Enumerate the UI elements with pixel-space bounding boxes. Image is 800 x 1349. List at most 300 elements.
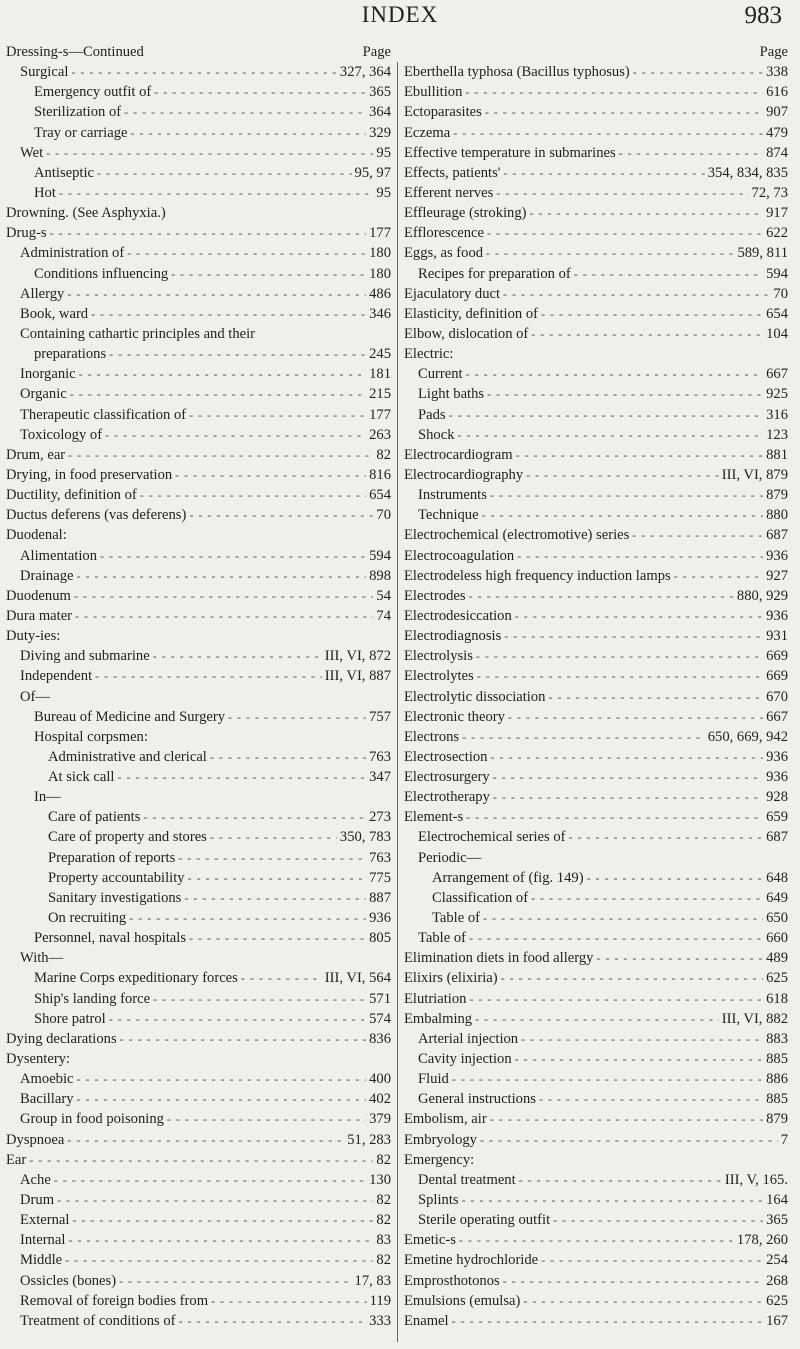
leader-dots [517, 546, 763, 566]
leader-dots [109, 344, 366, 364]
leader-dots [483, 908, 763, 928]
entry-page-ref: 879 [766, 487, 788, 504]
entry-page-ref: 70 [376, 507, 391, 524]
leader-dots [482, 505, 764, 525]
entry-page-ref: 82 [376, 446, 391, 463]
index-entry [6, 646, 391, 666]
leader-dots [100, 546, 366, 566]
index-entry [6, 364, 391, 384]
entry-term: Electrocoagulation [404, 547, 515, 564]
leader-dots [490, 1109, 763, 1129]
index-entry [404, 868, 788, 888]
entry-page-ref: 763 [369, 849, 391, 866]
entry-term: Diving and submarine [20, 648, 150, 665]
entry-page-ref: 618 [766, 990, 788, 1007]
entry-page-ref: 931 [766, 628, 788, 645]
index-entry [6, 1049, 391, 1069]
index-entry [6, 888, 391, 908]
entry-term: Elbow, dislocation of [404, 325, 529, 342]
index-entry [6, 82, 391, 102]
entry-page-ref: 879 [766, 1111, 788, 1128]
leader-dots [140, 485, 366, 505]
leader-dots [189, 505, 373, 525]
entry-page-ref: 130 [369, 1171, 391, 1188]
index-entry [404, 1029, 788, 1049]
index-entry [6, 747, 391, 767]
leader-dots [153, 646, 322, 666]
entry-term: In— [34, 789, 61, 806]
leader-dots [29, 1150, 373, 1170]
entry-term: preparations [34, 346, 107, 363]
entry-term: On recruiting [48, 910, 127, 927]
entry-term: Embryology [404, 1131, 477, 1148]
entry-term: Allergy [20, 285, 65, 302]
leader-dots [74, 586, 374, 606]
entry-page-ref: 667 [766, 366, 788, 383]
leader-dots [503, 284, 770, 304]
index-entry [404, 1170, 788, 1190]
leader-dots [452, 1069, 763, 1089]
index-entry [404, 666, 788, 686]
index-entry [404, 767, 788, 787]
entry-term: Dressing-s—Continued [6, 44, 144, 60]
entry-term: Eggs, as food [404, 245, 484, 262]
entry-page-ref: 880, 929 [736, 587, 788, 604]
index-column-right [404, 42, 788, 1342]
entry-term: Inorganic [20, 366, 76, 383]
entry-term: Group in food poisoning [20, 1111, 164, 1128]
leader-dots [596, 948, 763, 968]
entry-term: Efflorescence [404, 225, 484, 242]
entry-term: Element-s [404, 809, 464, 826]
index-entry [404, 284, 788, 304]
leader-dots [68, 1230, 373, 1250]
entry-page-ref: 883 [766, 1030, 788, 1047]
entry-term: Ejaculatory duct [404, 285, 501, 302]
index-entry [404, 546, 788, 566]
index-entry [404, 807, 788, 827]
leader-dots [501, 968, 763, 988]
entry-page-ref: 180 [369, 245, 391, 262]
leader-dots [457, 425, 763, 445]
leader-dots [493, 767, 763, 787]
entry-page-ref: 907 [766, 104, 788, 121]
index-entry [6, 626, 391, 646]
entry-page-ref: III, VI, 564 [324, 970, 391, 987]
leader-dots [485, 102, 763, 122]
entry-term: Bacillary [20, 1091, 74, 1108]
entry-page-ref: 82 [376, 1151, 391, 1168]
entry-page-ref: 654 [369, 487, 391, 504]
entry-page-ref: 167 [766, 1312, 788, 1329]
entry-page-ref: 898 [369, 567, 391, 584]
leader-dots [490, 747, 763, 767]
leader-dots [539, 1089, 763, 1109]
leader-dots [167, 1109, 366, 1129]
index-entry [404, 1271, 788, 1291]
index-entry [6, 465, 391, 485]
entry-page-ref: 571 [369, 990, 391, 1007]
index-entry [404, 465, 788, 485]
leader-dots [526, 465, 719, 485]
entry-page-ref: 119 [369, 1292, 391, 1309]
leader-dots [632, 525, 763, 545]
index-entry [6, 707, 391, 727]
index-entry [6, 666, 391, 686]
entry-page-ref: 95, 97 [354, 164, 391, 181]
entry-term: Bureau of Medicine and Surgery [34, 708, 226, 725]
leader-dots [496, 183, 748, 203]
index-entry [404, 928, 788, 948]
leader-dots [476, 646, 763, 666]
index-entry [6, 1150, 391, 1170]
entry-page-ref: 400 [369, 1071, 391, 1088]
entry-term: Emulsions (emulsa) [404, 1292, 521, 1309]
entry-page-ref: 625 [766, 1292, 788, 1309]
entry-term: Cavity injection [418, 1051, 512, 1068]
index-entry [404, 1069, 788, 1089]
entry-page-ref: III, VI, 882 [721, 1010, 788, 1027]
index-entry [404, 1250, 788, 1270]
entry-term: Duty-ies: [6, 628, 61, 645]
index-entry [6, 243, 391, 263]
index-entry [404, 1089, 788, 1109]
leader-dots [119, 1271, 351, 1291]
entry-term: Pads [418, 406, 446, 423]
leader-dots [79, 364, 366, 384]
index-entry [6, 767, 391, 787]
entry-term: Organic [20, 386, 67, 403]
leader-dots [487, 223, 763, 243]
entry-term: Dura mater [6, 607, 73, 624]
index-entry [6, 827, 391, 847]
entry-term: Recipes for preparation of [418, 265, 571, 282]
entry-term: Ectoparasites [404, 104, 482, 121]
entry-term: General instructions [418, 1091, 536, 1108]
entry-page-ref: 659 [766, 809, 788, 826]
entry-page-ref: 82 [376, 1192, 391, 1209]
entry-page-ref: 775 [369, 869, 391, 886]
entry-term: Ear [6, 1151, 27, 1168]
entry-term: Efferent nerves [404, 184, 494, 201]
page-title: INDEX [361, 2, 439, 27]
index-entry [404, 163, 788, 183]
entry-term: Arrangement of (fig. 149) [432, 869, 584, 886]
entry-term: With— [20, 950, 64, 967]
entry-term: Elixirs (elixiria) [404, 970, 498, 987]
leader-dots [515, 1049, 763, 1069]
entry-page-ref: 70 [773, 285, 788, 302]
entry-page-ref: 268 [766, 1272, 788, 1289]
index-entry [404, 384, 788, 404]
index-entry [6, 989, 391, 1009]
leader-dots [493, 787, 763, 807]
entry-term: Care of property and stores [48, 829, 207, 846]
index-entry [404, 1049, 788, 1069]
entry-term: Middle [20, 1252, 63, 1269]
entry-page-ref: 83 [376, 1232, 391, 1249]
entry-page-ref: 364 [369, 104, 391, 121]
entry-term: Elimination diets in food allergy [404, 950, 594, 967]
index-entry [6, 203, 391, 223]
entry-term: Ductus deferens (vas deferens) [6, 507, 187, 524]
leader-dots [466, 807, 763, 827]
leader-dots [619, 143, 763, 163]
index-entry [6, 807, 391, 827]
index-entry [6, 1250, 391, 1270]
entry-page-ref: 927 [766, 567, 788, 584]
index-entry [6, 425, 391, 445]
entry-page-ref: 881 [766, 446, 788, 463]
entry-page-ref: 622 [766, 225, 788, 242]
leader-dots [477, 666, 763, 686]
leader-dots [466, 364, 764, 384]
entry-page-ref: 880 [766, 507, 788, 524]
entry-page-ref: 74 [376, 607, 391, 624]
entry-term: Electrolysis [404, 648, 473, 665]
leader-dots [531, 888, 763, 908]
index-entry [404, 908, 788, 928]
entry-term: Sterilization of [34, 104, 122, 121]
entry-page-ref: 936 [766, 769, 788, 786]
index-entry [404, 707, 788, 727]
entry-page-ref: 95 [376, 184, 391, 201]
index-entry [6, 1009, 391, 1029]
index-entry [6, 62, 391, 82]
leader-dots [54, 1170, 366, 1190]
entry-page-ref: 350, 783 [339, 829, 391, 846]
entry-term: Dying declarations [6, 1030, 117, 1047]
index-entry [404, 505, 788, 525]
leader-dots [50, 223, 367, 243]
entry-term: Embolism, air [404, 1111, 487, 1128]
leader-dots [153, 989, 366, 1009]
entry-term: Drowning. (See Asphyxia.) [6, 205, 166, 222]
index-entry [6, 102, 391, 122]
entry-term: Administration of [20, 245, 125, 262]
leader-dots [70, 384, 366, 404]
index-entry [404, 364, 788, 384]
entry-page-ref: 489 [766, 950, 788, 967]
entry-term: Classification of [432, 889, 529, 906]
leader-dots [465, 82, 763, 102]
index-entry [6, 1069, 391, 1089]
entry-term: Property accountability [48, 869, 185, 886]
leader-dots [130, 123, 366, 143]
entry-page-ref: 263 [369, 426, 391, 443]
entry-term: Shock [418, 426, 455, 443]
leader-dots [515, 606, 763, 626]
entry-page-ref: 95 [376, 144, 391, 161]
leader-dots [633, 62, 763, 82]
leader-dots [46, 143, 373, 163]
entry-term: Emetine hydrochloride [404, 1252, 539, 1269]
entry-page-ref: 757 [369, 708, 391, 725]
index-entry [6, 687, 391, 707]
index-entry [404, 1210, 788, 1230]
index-entry [6, 304, 391, 324]
leader-dots [516, 445, 764, 465]
entry-term: Light baths [418, 386, 485, 403]
entry-term: Dental treatment [418, 1171, 516, 1188]
leader-dots [188, 868, 367, 888]
entry-term: Electrodes [404, 587, 466, 604]
entry-page-ref: 805 [369, 930, 391, 947]
entry-term: Removal of foreign bodies from [20, 1292, 209, 1309]
leader-dots [462, 1190, 764, 1210]
index-entry [6, 505, 391, 525]
entry-term: Eczema [404, 124, 451, 141]
entry-page-ref: 347 [369, 769, 391, 786]
entry-page-ref: III, VI, 879 [721, 466, 788, 483]
index-entry [404, 485, 788, 505]
entry-term: Instruments [418, 487, 487, 504]
entry-term: Ship's landing force [34, 990, 151, 1007]
index-entry [6, 1271, 391, 1291]
entry-term: Drum [20, 1192, 55, 1209]
index-entry [6, 1170, 391, 1190]
index-entry [6, 1230, 391, 1250]
entry-term: Administrative and clerical [48, 748, 207, 765]
entry-page-ref: 669 [766, 648, 788, 665]
index-entry [404, 123, 788, 143]
entry-term: Arterial injection [418, 1030, 519, 1047]
entry-page-ref: 670 [766, 688, 788, 705]
entry-page-ref: 594 [766, 265, 788, 282]
index-entry [6, 525, 391, 545]
index-entry [404, 1311, 788, 1331]
index-entry [404, 1109, 788, 1129]
index-entry [6, 1029, 391, 1049]
index-entry [404, 586, 788, 606]
entry-page-ref: 574 [369, 1010, 391, 1027]
leader-dots [105, 425, 366, 445]
entry-term: Electrotherapy [404, 789, 490, 806]
index-entry [404, 42, 788, 62]
index-entry [404, 989, 788, 1009]
entry-term: Toxicology of [20, 426, 103, 443]
entry-term: Treatment of conditions of [20, 1312, 176, 1329]
entry-page-ref: 625 [766, 970, 788, 987]
entry-term: Electrosurgery [404, 769, 490, 786]
index-entry [6, 928, 391, 948]
index-entry [404, 264, 788, 284]
leader-dots [241, 968, 322, 988]
page-header [0, 0, 800, 40]
index-entry [404, 848, 788, 868]
entry-term: Electrochemical (electromotive) series [404, 527, 630, 544]
entry-term: Therapeutic classification of [20, 406, 187, 423]
entry-page-ref: 215 [369, 386, 391, 403]
index-entry [404, 1190, 788, 1210]
index-entry [6, 1210, 391, 1230]
entry-page-ref: 180 [369, 265, 391, 282]
leader-dots [504, 626, 763, 646]
index-entry [404, 968, 788, 988]
index-entry [6, 143, 391, 163]
entry-term: Ductility, definition of [6, 487, 137, 504]
entry-page-ref: 338 [766, 64, 788, 81]
entry-page-ref: 650, 669, 942 [707, 728, 788, 745]
index-entry [6, 42, 391, 62]
entry-page-ref: 54 [376, 587, 391, 604]
leader-dots [548, 687, 763, 707]
index-entry [404, 687, 788, 707]
entry-term: Dysentery: [6, 1051, 71, 1068]
entry-term: Of— [20, 688, 50, 705]
entry-term: Electrocardiography [404, 466, 524, 483]
entry-term: Electrolytes [404, 668, 474, 685]
entry-term: Wet [20, 144, 44, 161]
entry-page-ref: III, V, 165. [724, 1171, 788, 1188]
entry-page-ref: 104 [766, 325, 788, 342]
entry-term: Hot [34, 184, 56, 201]
entry-page-ref: 650 [766, 910, 788, 927]
leader-dots [67, 284, 366, 304]
entry-page-ref: Page [362, 44, 391, 60]
entry-term: Ache [20, 1171, 51, 1188]
page-number: 983 [744, 2, 782, 29]
entry-term: Hospital corpsmen: [34, 728, 148, 745]
leader-dots [210, 827, 337, 847]
index-entry [404, 405, 788, 425]
entry-page-ref: 885 [766, 1051, 788, 1068]
entry-page-ref: 936 [766, 748, 788, 765]
entry-page-ref: 346 [369, 305, 391, 322]
leader-dots [189, 405, 366, 425]
index-entry [6, 1109, 391, 1129]
leader-dots [521, 1029, 763, 1049]
leader-dots [211, 1291, 367, 1311]
leader-dots [519, 1170, 722, 1190]
entry-page-ref: 874 [766, 144, 788, 161]
index-entry [6, 868, 391, 888]
leader-dots [109, 1009, 366, 1029]
leader-dots [568, 827, 763, 847]
entry-term: Effective temperature in submarines [404, 144, 616, 161]
index-entry [404, 143, 788, 163]
leader-dots [184, 888, 366, 908]
entry-term: Table of [418, 930, 467, 947]
entry-term: Duodenum [6, 587, 71, 604]
entry-page-ref: 616 [766, 84, 788, 101]
entry-term: Embalming [404, 1010, 473, 1027]
entry-page-ref: 177 [369, 406, 391, 423]
index-entry [404, 344, 788, 364]
entry-term: At sick call [48, 769, 115, 786]
entry-page-ref: 763 [369, 748, 391, 765]
index-entry [404, 1130, 788, 1150]
entry-page-ref: 886 [766, 1071, 788, 1088]
entry-term: Electrolytic dissociation [404, 688, 546, 705]
entry-term: Drainage [20, 567, 74, 584]
leader-dots [452, 1311, 764, 1331]
entry-term: Electrochemical series of [418, 829, 566, 846]
index-entry [6, 848, 391, 868]
index-entry [404, 1009, 788, 1029]
entry-page-ref: 687 [766, 829, 788, 846]
index-entry [6, 485, 391, 505]
entry-term: Emergency outfit of [34, 84, 152, 101]
leader-dots [541, 304, 763, 324]
entry-page-ref: 365 [369, 84, 391, 101]
leader-dots [490, 485, 763, 505]
entry-term: Enamel [404, 1312, 449, 1329]
entry-term: Electrodiagnosis [404, 628, 502, 645]
index-column-left [6, 42, 391, 1342]
entry-term: Ebullition [404, 84, 463, 101]
index-entry [6, 344, 391, 364]
